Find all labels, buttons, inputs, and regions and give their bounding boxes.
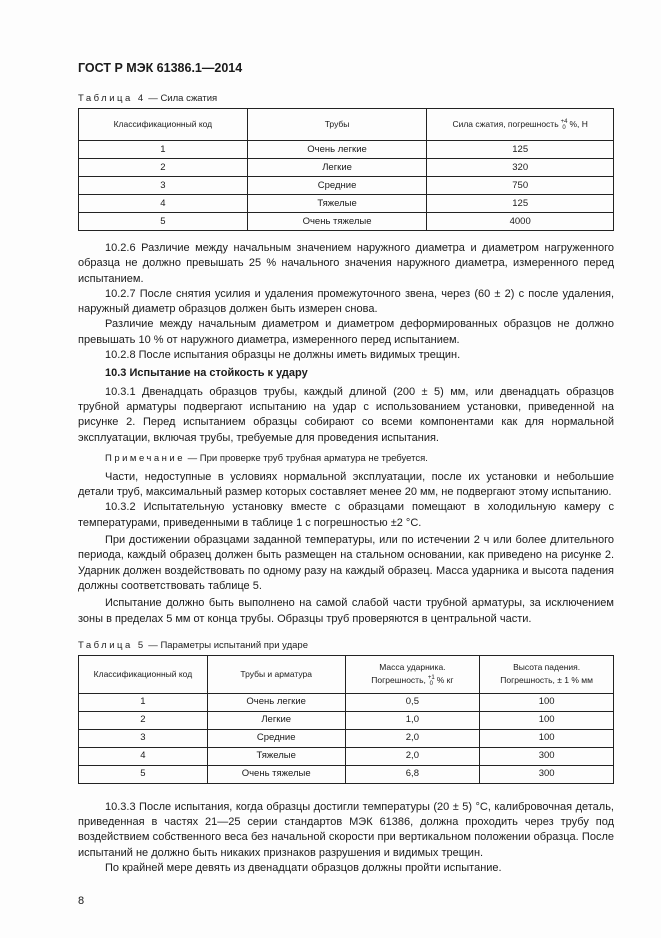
- table-row: [79, 729, 614, 747]
- table-cell: 4: [79, 747, 208, 765]
- table5-header-mass: Масса ударника. Погрешность, +1 0 % кг: [345, 655, 480, 693]
- tolerance: +1 0: [427, 675, 435, 688]
- paragraph-parts: Части, недоступные в условиях нормальной эксплуатации, после их установки и небольшие детали труб, максимальный размер которых составляет менее 20 мм, не подвергают этому испытанию.: [78, 470, 614, 499]
- table-cell: 5: [79, 765, 208, 783]
- table-cell: Средние: [247, 177, 427, 195]
- page-number: 8: [78, 895, 85, 908]
- table-row: [79, 195, 614, 213]
- table-cell: 1: [79, 693, 208, 711]
- table-cell: Очень тяжелые: [207, 765, 345, 783]
- table5: [78, 655, 614, 784]
- paragraph-10-3-2: 10.3.2 Испытательную установку вместе с образцами помещают в холодильную камеру с температурами, приведенными в таблице 1 с погрешностью ±2 °С.: [78, 501, 614, 529]
- paragraph-10-2-7: 10.2.7 После снятия усилия и удаления промежуточного звена, через (60 ± 2) с после удаления, наружный диаметр образцов должен быть измерен снова.: [78, 287, 614, 316]
- paragraph-10-2-7-b: Различие между начальным диаметром и диаметром деформированных образцов не должно превышать 10 % от наружного диаметра, измеренного перед испытанием.: [78, 318, 614, 346]
- table-row: [79, 159, 614, 177]
- table-cell: Очень легкие: [247, 141, 427, 159]
- table-row: [79, 693, 614, 711]
- table-cell: 0,5: [345, 693, 480, 711]
- table-cell: 750: [427, 177, 614, 195]
- paragraph-10-2-8: 10.2.8 После испытания образцы не должны иметь видимых трещин.: [105, 349, 461, 362]
- table-cell: Тяжелые: [207, 747, 345, 765]
- table-cell: 2,0: [345, 747, 480, 765]
- table4-caption: Таблица 4 — Сила сжатия: [78, 93, 218, 104]
- paragraph-10-3-2-b: При достижении образцами заданной температуры, или по истечении 2 ч или более длительного периода, каждый образец должен быть размещен на стальном основании, как приведено на рисунке 2. Ударник должен воздействовать по одному разу на каждый образец. Масса ударника и высота падения должны соответствовать таблице 5.: [78, 534, 614, 592]
- table-cell: 300: [480, 765, 614, 783]
- table-cell: 2,0: [345, 729, 480, 747]
- table-row: [79, 141, 614, 159]
- table-row: [79, 765, 614, 783]
- table-cell: Тяжелые: [247, 195, 427, 213]
- table-cell: 1: [79, 141, 248, 159]
- table-cell: 4000: [427, 213, 614, 231]
- table-cell: 100: [480, 711, 614, 729]
- table-cell: 5: [79, 213, 248, 231]
- table-cell: 2: [79, 159, 248, 177]
- section-heading-10-3: 10.3 Испытание на стойкость к удару: [105, 367, 308, 380]
- table4-header-row: [79, 109, 614, 141]
- table4-header-force: Сила сжатия, погрешность +4 0 %, Н: [427, 109, 614, 141]
- table-cell: Легкие: [247, 159, 427, 177]
- table-cell: 125: [427, 195, 614, 213]
- table-cell: Средние: [207, 729, 345, 747]
- paragraph-10-2-6: 10.2.6 Различие между начальным значением наружного диаметра и диаметром нагруженного образца не должно превышать 25 % начального значения наружного диаметра, измеренного перед испытанием.: [78, 242, 614, 285]
- document-header: ГОСТ Р МЭК 61386.1—2014: [78, 61, 243, 75]
- table5-header-row: [79, 655, 614, 693]
- table-cell: 300: [480, 747, 614, 765]
- paragraph-10-3-3-b: По крайней мере девять из двенадцати образцов должны пройти испытание.: [105, 862, 502, 875]
- table-cell: 6,8: [345, 765, 480, 783]
- table-cell: 2: [79, 711, 208, 729]
- paragraph-10-3-2-c: Испытание должно быть выполнено на самой слабой части трубной арматуры, за исключением зоны в пределах 5 мм от конца трубы. Образцы труб проверяются в центральной части.: [78, 597, 614, 625]
- table-cell: 3: [79, 177, 248, 195]
- table-cell: 100: [480, 693, 614, 711]
- table4: [78, 108, 614, 231]
- table5-header-code: Классификационный код: [79, 655, 208, 693]
- table-cell: Очень легкие: [207, 693, 345, 711]
- table5-header-pipes: Трубы и арматура: [207, 655, 345, 693]
- table-cell: 100: [480, 729, 614, 747]
- table4-header-pipes: Трубы: [247, 109, 427, 141]
- table-cell: Легкие: [207, 711, 345, 729]
- table-cell: 1,0: [345, 711, 480, 729]
- table4-header-code: Классификационный код: [79, 109, 248, 141]
- note: Примечание — При проверке труб трубная арматура не требуется.: [105, 452, 428, 464]
- table5-header-height: Высота падения. Погрешность, ± 1 % мм: [480, 655, 614, 693]
- table-cell: 320: [427, 159, 614, 177]
- table-cell: 3: [79, 729, 208, 747]
- table-row: [79, 711, 614, 729]
- paragraph-10-3-3: 10.3.3 После испытания, когда образцы достигли температуры (20 ± 5) °С, калибровочная деталь, приведенная в частях 21—25 серии стандартов МЭК 61386, должна проходить через трубу под воздействием собственного веса без начальной скорости при вертикальном положении образца. После испытаний не должно быть никаких признаков разрушения и видимых трещин.: [78, 800, 614, 859]
- table5-caption: Таблица 5 — Параметры испытаний при ударе: [78, 639, 308, 651]
- body-text-1: [78, 241, 614, 627]
- tolerance: +4 0: [560, 118, 568, 131]
- table-cell: 4: [79, 195, 248, 213]
- body-text-2: [78, 800, 614, 876]
- table-row: [79, 213, 614, 231]
- table-cell: Очень тяжелые: [247, 213, 427, 231]
- table-cell: 125: [427, 141, 614, 159]
- paragraph-10-3-1: 10.3.1 Двенадцать образцов трубы, каждый длиной (200 ± 5) мм, или двенадцать образцов трубной арматуры подвергают испытанию на удар с использованием установки, приведенной на рисунке 2. Перед испытанием образцы собирают со всеми компонентами как для нормальной эксплуатации, включая трубы, требуемые для проведения испытания.: [78, 385, 614, 444]
- table-row: [79, 177, 614, 195]
- table-row: [79, 747, 614, 765]
